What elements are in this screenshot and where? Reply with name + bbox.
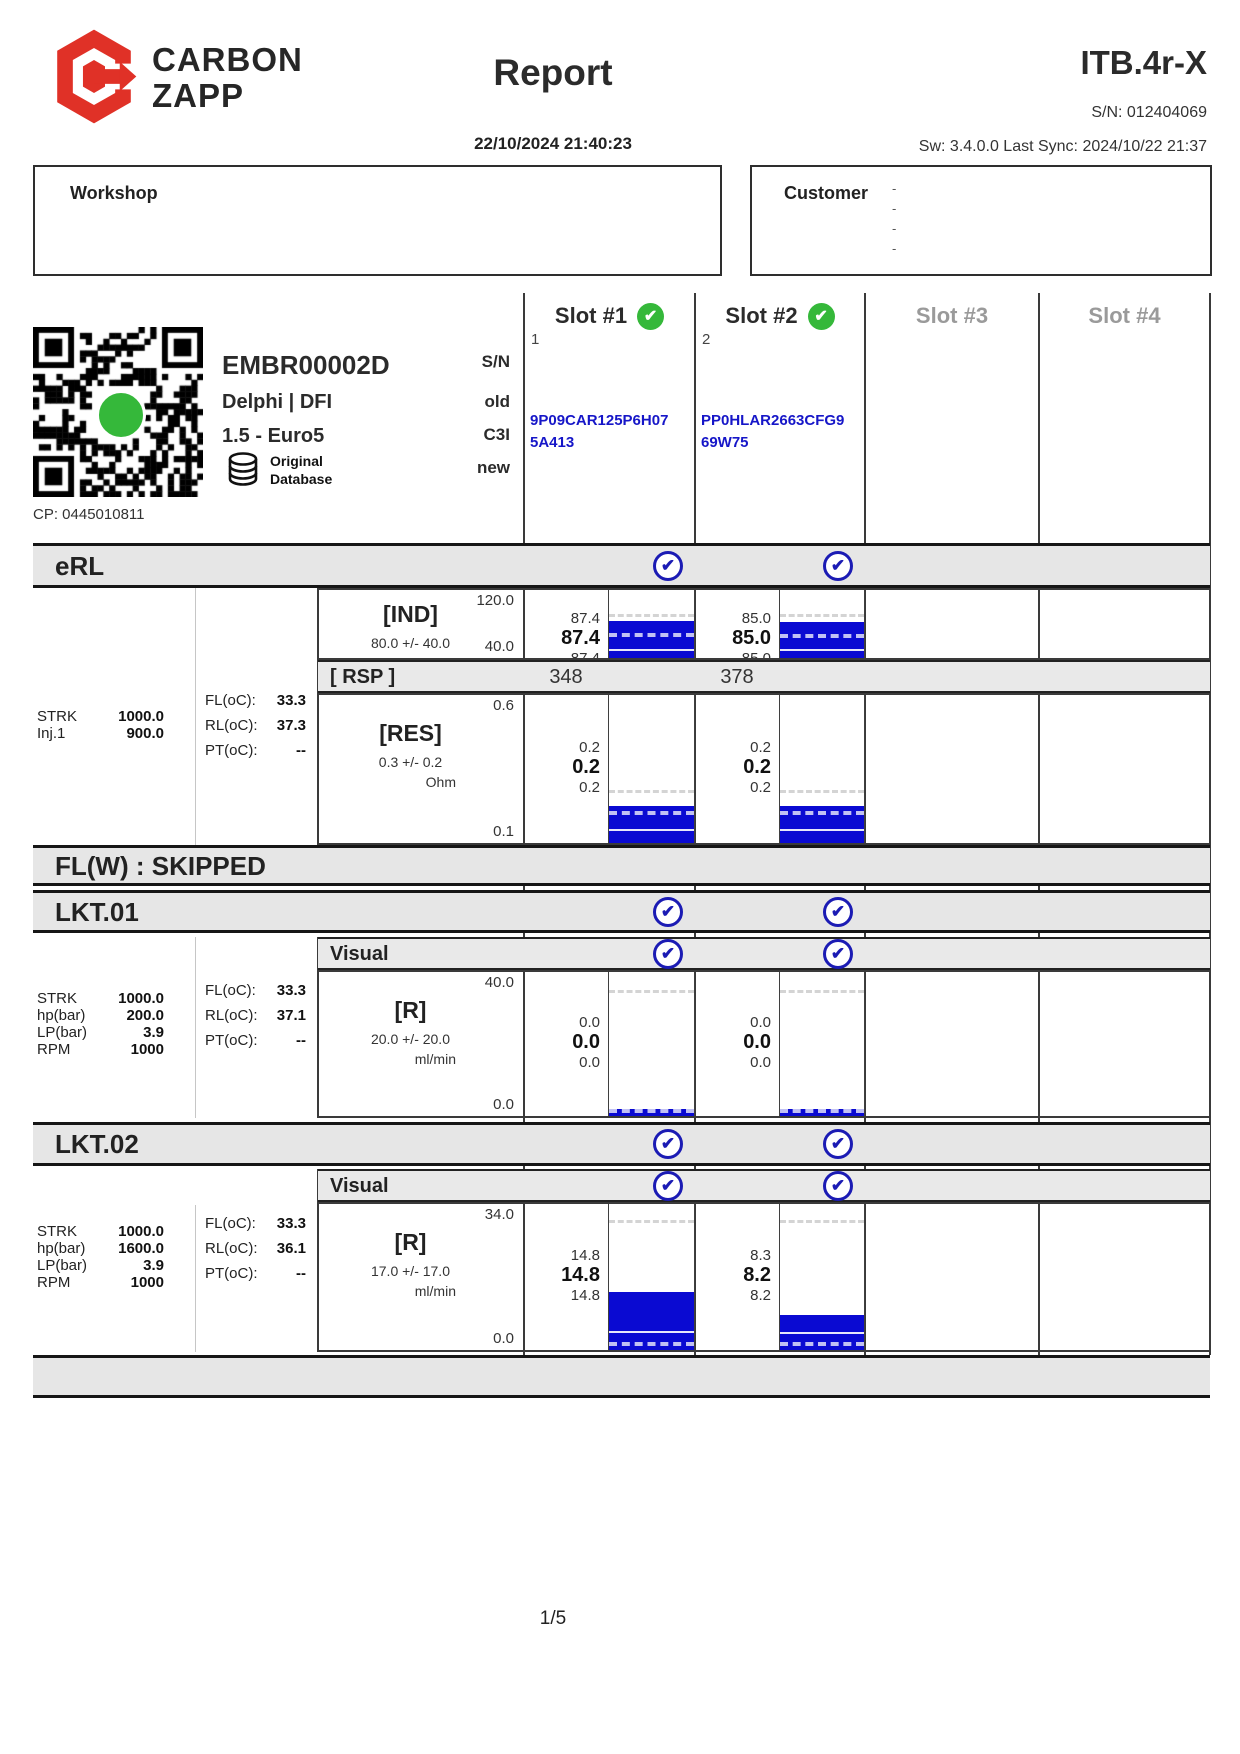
- customer-box: [750, 165, 1212, 276]
- param-value: 1600.0: [118, 1239, 164, 1257]
- slot-title: Slot #3: [915, 303, 989, 328]
- row-line-top: [318, 970, 1210, 972]
- slot-index: 1: [531, 331, 540, 348]
- slot-value-top: 0.0: [579, 1014, 600, 1032]
- target-dash-line: [780, 1109, 864, 1113]
- measurement-bar: [779, 694, 865, 844]
- slot-value-main: 8.2: [743, 1264, 771, 1286]
- tolerance-dash-line: [609, 790, 694, 793]
- limit-solid-line: [609, 1331, 694, 1333]
- temp-label: FL(oC):: [205, 692, 256, 709]
- brand-line1: CARBON: [152, 41, 303, 78]
- param-label: STRK: [37, 1222, 78, 1240]
- params-divider: [195, 1205, 196, 1352]
- slot-code-line: 69W75: [701, 434, 749, 451]
- slot-value-bottom: 0.2: [750, 778, 771, 796]
- carbonzapp-logo-icon: [48, 28, 140, 125]
- scale-bottom-label: 0.0: [493, 1330, 514, 1347]
- rsp-value-slot1: 348: [549, 665, 583, 688]
- bottom-banner: [33, 1355, 1210, 1398]
- scale-top-label: 34.0: [484, 1206, 514, 1223]
- check-passed-icon: ✔: [653, 1129, 683, 1159]
- tolerance-dash-line: [780, 1220, 864, 1223]
- report-datetime: 22/10/2024 21:40:23: [474, 134, 632, 153]
- scale-top-label: 40.0: [484, 974, 514, 991]
- slot-value-bottom: 14.8: [570, 1287, 600, 1304]
- param-value: 1000.0: [118, 1222, 164, 1240]
- measurement-bar: [608, 694, 695, 844]
- injector-maker: Delphi | DFI: [222, 391, 333, 413]
- customer-dash: -: [892, 241, 897, 256]
- param-value: 3.9: [143, 1023, 164, 1041]
- test-name: [R]: [394, 996, 427, 1023]
- page-number: 1/5: [539, 1608, 567, 1629]
- slot-title: Slot #2: [725, 303, 798, 328]
- slot-header-3: [865, 299, 1039, 333]
- slot-title: Slot #1: [554, 303, 628, 328]
- slot-value-bottom: 0.0: [579, 1054, 600, 1072]
- slot-value-top: 0.2: [750, 738, 771, 756]
- tolerance-dash-line: [609, 1220, 694, 1223]
- section-title-erl: eRL: [55, 550, 105, 581]
- slot-injector-code: [530, 410, 689, 454]
- limit-solid-line: [609, 649, 694, 651]
- params-divider: [195, 588, 196, 845]
- device-name: ITB.4r-X: [1080, 44, 1207, 81]
- check-passed-icon: ✔: [823, 939, 853, 969]
- test-unit: ml/min: [414, 1050, 456, 1067]
- params-divider: [195, 937, 196, 1118]
- temp-value: 36.1: [276, 1239, 306, 1257]
- check-passed-icon: ✔: [653, 897, 683, 927]
- slot-ok-icon: ✔: [808, 303, 835, 330]
- temp-value: --: [296, 1264, 306, 1282]
- param-label: STRK: [37, 989, 78, 1007]
- section-title-flw: FL(W) : SKIPPED: [55, 850, 266, 881]
- target-dash-line: [609, 1109, 694, 1113]
- device-sw-sync: Sw: 3.4.0.0 Last Sync: 2024/10/22 21:37: [918, 138, 1207, 155]
- temp-label: FL(oC):: [205, 981, 256, 999]
- slot-header-4: [1039, 299, 1210, 333]
- customer-dash: -: [892, 221, 897, 236]
- slot-code-line: PP0HLAR2663CFG9: [701, 412, 845, 429]
- measurement-bar: [779, 589, 865, 659]
- slot-value-top: 87.4: [570, 609, 600, 627]
- param-label: Inj.1: [37, 725, 66, 742]
- param-value: 1000.0: [118, 708, 164, 725]
- check-passed-icon: ✔: [653, 1171, 683, 1201]
- bar-fill: [609, 621, 694, 658]
- qr-verified-icon: [96, 390, 146, 440]
- param-label: STRK: [37, 708, 78, 725]
- slot-ok-icon: ✔: [637, 303, 664, 330]
- param-value: 1000.0: [118, 989, 164, 1007]
- database-badge-line2: Database: [270, 471, 333, 487]
- temp-label: RL(oC):: [205, 1006, 258, 1024]
- row-line-bottom: [318, 1116, 1210, 1118]
- check-passed-icon: ✔: [823, 1171, 853, 1201]
- slot-value-top: 8.3: [750, 1247, 771, 1264]
- check-passed-icon: ✔: [823, 1129, 853, 1159]
- tolerance-dash-line: [609, 990, 694, 993]
- temp-label: RL(oC):: [205, 1239, 258, 1257]
- slot-code-line: 5A413: [530, 434, 575, 451]
- param-label: RPM: [37, 1273, 71, 1291]
- database-badge-line1: Original: [270, 453, 323, 469]
- temp-label: PT(oC):: [205, 742, 258, 759]
- temp-value: --: [296, 742, 306, 759]
- test-spec: 17.0 +/- 17.0: [370, 1263, 450, 1279]
- target-dash-line: [609, 633, 694, 637]
- slot-header-2: [695, 299, 865, 333]
- limit-solid-line: [780, 829, 864, 831]
- target-dash-line: [609, 1342, 694, 1346]
- slot-row-label-old: old: [484, 392, 510, 411]
- customer-dash: -: [892, 181, 897, 196]
- slot-injector-code: [701, 410, 859, 454]
- param-label: LP(bar): [37, 1023, 88, 1041]
- limit-solid-line: [780, 649, 864, 651]
- slot-value-main: 14.8: [561, 1264, 600, 1286]
- workshop-box: [33, 165, 722, 276]
- check-passed-icon: ✔: [653, 551, 683, 581]
- row-line-bottom: [318, 1350, 1210, 1352]
- database-icon: [225, 452, 261, 486]
- test-spec: 0.3 +/- 0.2: [378, 754, 443, 771]
- workshop-label: Workshop: [70, 183, 158, 203]
- slot-value-bottom: 0.0: [750, 1054, 771, 1072]
- test-name: [R]: [394, 1229, 427, 1255]
- rsp-value-slot2: 378: [720, 665, 754, 688]
- slot-value-bottom: 0.2: [579, 778, 600, 796]
- slot-value-main: 0.2: [743, 755, 771, 778]
- slot-code-line: 9P09CAR125P6H07: [530, 412, 669, 429]
- section-title-lkt02: LKT.02: [55, 1129, 139, 1159]
- scale-bottom-label: 0.1: [493, 823, 514, 840]
- slot-header-1: [524, 299, 695, 333]
- measurement-bar: [608, 589, 695, 659]
- slot-value-top: 0.0: [750, 1014, 771, 1032]
- injector-family: 1.5 - Euro5: [222, 425, 325, 447]
- temp-value: 33.3: [276, 692, 306, 709]
- test-spec: 80.0 +/- 40.0: [370, 634, 450, 651]
- slot-row-label-new: new: [476, 458, 510, 477]
- section-title-lkt01: LKT.01: [55, 896, 139, 927]
- temp-value: 37.3: [276, 717, 306, 734]
- test-unit: ml/min: [414, 1283, 456, 1299]
- slot-value-main: 0.2: [572, 755, 600, 778]
- temp-value: 33.3: [276, 1214, 306, 1232]
- scale-top-label: 0.6: [493, 697, 514, 714]
- temp-label: FL(oC):: [205, 1214, 256, 1232]
- slot-value-top: 85.0: [741, 609, 771, 627]
- param-value: 1000: [130, 1273, 164, 1291]
- measurement-bar: [608, 971, 695, 1117]
- target-dash-line: [609, 811, 694, 815]
- measurement-bar: [608, 1203, 695, 1351]
- subrow-title: Visual: [330, 942, 389, 965]
- bar-fill: [780, 622, 864, 658]
- target-dash-line: [780, 634, 864, 638]
- row-line-top: [318, 588, 1210, 590]
- report-title: Report: [493, 52, 613, 93]
- row-line-top: [318, 693, 1210, 695]
- test-unit: Ohm: [425, 774, 456, 791]
- measurement-bar: [779, 971, 865, 1117]
- brand-name: [152, 42, 303, 114]
- tolerance-dash-line: [780, 790, 864, 793]
- row-line-top: [318, 1202, 1210, 1204]
- param-label: hp(bar): [37, 1239, 86, 1257]
- customer-label: Customer: [784, 183, 869, 203]
- limit-solid-line: [609, 829, 694, 831]
- slot-value-main: 87.4: [561, 626, 600, 649]
- slot-value-top: 0.2: [579, 738, 600, 756]
- slot-value-main: 85.0: [732, 626, 771, 649]
- tolerance-dash-line: [780, 614, 864, 617]
- slot-value-top: 14.8: [570, 1247, 600, 1264]
- temp-label: PT(oC):: [205, 1264, 258, 1282]
- param-value: 1000: [130, 1040, 164, 1058]
- slot-row-label-c3i: C3I: [483, 425, 510, 444]
- slot-row-label-sn: S/N: [481, 352, 510, 371]
- temp-value: 37.1: [276, 1006, 306, 1024]
- slot-value-bottom: 8.2: [750, 1287, 771, 1304]
- brand-line2: ZAPP: [152, 77, 245, 114]
- temp-value: 33.3: [276, 981, 306, 999]
- slot-value-main: 0.0: [572, 1031, 600, 1054]
- measurement-bar: [779, 1203, 865, 1351]
- param-value: 3.9: [143, 1256, 164, 1274]
- database-badge: [270, 452, 332, 488]
- customer-dash: -: [892, 201, 897, 216]
- limit-solid-line: [780, 1332, 864, 1334]
- slot-value-main: 0.0: [743, 1031, 771, 1054]
- scale-top-label: 120.0: [476, 592, 514, 609]
- tolerance-dash-line: [609, 614, 694, 617]
- test-name: [RES]: [379, 720, 442, 747]
- param-label: hp(bar): [37, 1006, 86, 1024]
- scale-bottom-label: 0.0: [493, 1096, 514, 1113]
- check-passed-icon: ✔: [823, 897, 853, 927]
- slot-index: 2: [702, 331, 711, 348]
- device-serial: S/N: 012404069: [1091, 104, 1207, 121]
- tolerance-dash-line: [780, 990, 864, 993]
- temp-value: --: [296, 1031, 306, 1049]
- injector-code: EMBR00002D: [222, 350, 390, 380]
- test-spec: 20.0 +/- 20.0: [370, 1030, 450, 1047]
- customer-placeholder-dashes: [892, 179, 896, 259]
- test-name: [IND]: [383, 600, 438, 627]
- param-label: RPM: [37, 1040, 71, 1058]
- subrow-title: Visual: [330, 1174, 389, 1197]
- target-dash-line: [780, 811, 864, 815]
- param-value: 900.0: [126, 725, 164, 742]
- param-label: LP(bar): [37, 1256, 88, 1274]
- target-dash-line: [780, 1342, 864, 1346]
- subrow-title: [ RSP ]: [330, 665, 396, 688]
- temp-label: PT(oC):: [205, 1031, 258, 1049]
- scale-bottom-label: 40.0: [484, 638, 514, 655]
- check-passed-icon: ✔: [823, 551, 853, 581]
- check-passed-icon: ✔: [653, 939, 683, 969]
- injector-cp-number: CP: 0445010811: [33, 506, 145, 523]
- slot-title: Slot #4: [1088, 303, 1161, 328]
- param-value: 200.0: [126, 1006, 164, 1024]
- temp-label: RL(oC):: [205, 717, 258, 734]
